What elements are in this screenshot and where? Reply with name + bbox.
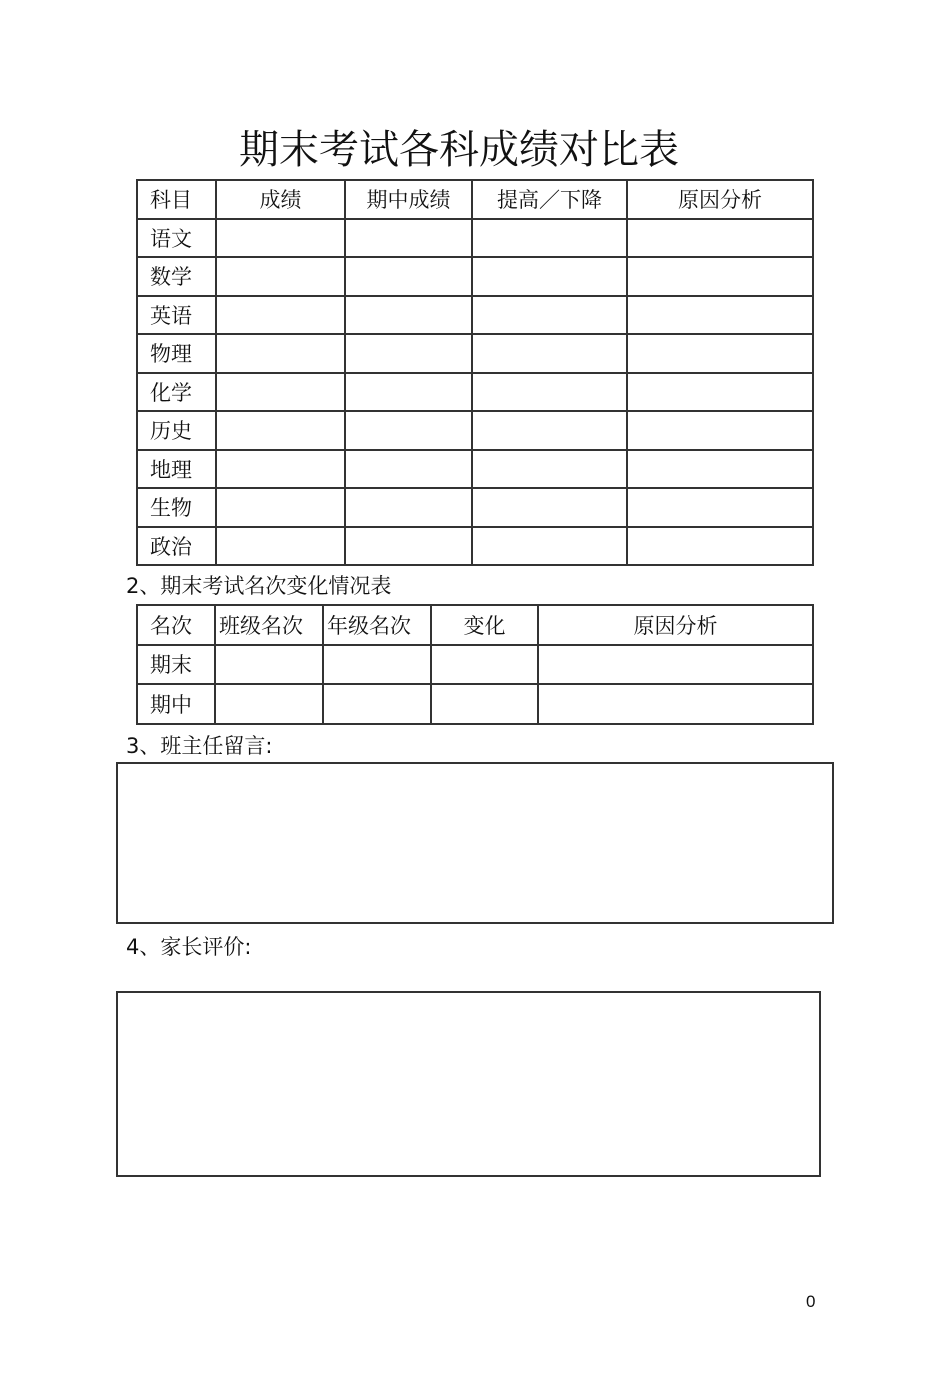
class-rank-cell[interactable] xyxy=(215,645,323,685)
subject-cell: 化学 xyxy=(137,373,216,412)
midterm-cell[interactable] xyxy=(345,257,472,296)
score-cell[interactable] xyxy=(216,296,345,335)
subject-cell: 生物 xyxy=(137,488,216,527)
teacher-comment-box[interactable] xyxy=(116,762,834,924)
reason-cell[interactable] xyxy=(627,411,813,450)
subject-cell: 数学 xyxy=(137,257,216,296)
change-cell[interactable] xyxy=(472,373,627,412)
section-4-heading: 4、家长评价: xyxy=(126,935,252,959)
score-cell[interactable] xyxy=(216,450,345,489)
table-header-row xyxy=(137,180,813,219)
scores-comparison-table xyxy=(136,179,814,566)
subject-cell: 物理 xyxy=(137,334,216,373)
table-header-row xyxy=(137,605,813,645)
header-rank: 名次 xyxy=(137,605,215,645)
midterm-cell[interactable] xyxy=(345,373,472,412)
score-cell[interactable] xyxy=(216,257,345,296)
grade-rank-cell[interactable] xyxy=(323,684,431,724)
midterm-cell[interactable] xyxy=(345,450,472,489)
change-cell[interactable] xyxy=(472,296,627,335)
reason-cell[interactable] xyxy=(627,334,813,373)
section-3-heading: 3、班主任留言: xyxy=(126,734,273,758)
parent-evaluation-box[interactable] xyxy=(116,991,821,1177)
reason-cell[interactable] xyxy=(538,645,813,685)
table-row xyxy=(137,296,813,335)
reason-cell[interactable] xyxy=(627,257,813,296)
score-cell[interactable] xyxy=(216,334,345,373)
score-cell[interactable] xyxy=(216,527,345,566)
midterm-cell[interactable] xyxy=(345,411,472,450)
header-subject: 科目 xyxy=(137,180,216,219)
table-row xyxy=(137,373,813,412)
change-cell[interactable] xyxy=(472,334,627,373)
reason-cell[interactable] xyxy=(627,527,813,566)
change-cell[interactable] xyxy=(472,488,627,527)
page-number: 0 xyxy=(806,1292,816,1311)
reason-cell[interactable] xyxy=(538,684,813,724)
subject-cell: 政治 xyxy=(137,527,216,566)
score-cell[interactable] xyxy=(216,411,345,450)
change-cell[interactable] xyxy=(472,450,627,489)
header-midterm-score: 期中成绩 xyxy=(345,180,472,219)
subject-cell: 历史 xyxy=(137,411,216,450)
change-cell[interactable] xyxy=(472,257,627,296)
header-change: 变化 xyxy=(431,605,538,645)
subject-cell: 地理 xyxy=(137,450,216,489)
table-row xyxy=(137,527,813,566)
reason-cell[interactable] xyxy=(627,296,813,335)
table-row xyxy=(137,334,813,373)
header-reason: 原因分析 xyxy=(627,180,813,219)
midterm-cell[interactable] xyxy=(345,334,472,373)
reason-cell[interactable] xyxy=(627,219,813,258)
change-cell[interactable] xyxy=(472,411,627,450)
change-cell[interactable] xyxy=(472,527,627,566)
table-row xyxy=(137,450,813,489)
subject-cell: 英语 xyxy=(137,296,216,335)
table-row xyxy=(137,645,813,685)
midterm-cell[interactable] xyxy=(345,219,472,258)
grade-rank-cell[interactable] xyxy=(323,645,431,685)
header-class-rank: 班级名次 xyxy=(215,605,323,645)
change-cell[interactable] xyxy=(431,684,538,724)
change-cell[interactable] xyxy=(431,645,538,685)
class-rank-cell[interactable] xyxy=(215,684,323,724)
reason-cell[interactable] xyxy=(627,373,813,412)
subject-cell: 语文 xyxy=(137,219,216,258)
term-cell: 期末 xyxy=(137,645,215,685)
table-row xyxy=(137,488,813,527)
header-reason: 原因分析 xyxy=(538,605,813,645)
score-cell[interactable] xyxy=(216,373,345,412)
midterm-cell[interactable] xyxy=(345,527,472,566)
reason-cell[interactable] xyxy=(627,488,813,527)
page-title: 期末考试各科成绩对比表 xyxy=(239,127,679,173)
score-cell[interactable] xyxy=(216,488,345,527)
rank-change-table xyxy=(136,604,814,725)
table-row xyxy=(137,411,813,450)
header-change: 提高／下降 xyxy=(472,180,627,219)
table-row xyxy=(137,684,813,724)
table-row xyxy=(137,219,813,258)
section-2-heading: 2、期末考试名次变化情况表 xyxy=(126,574,392,598)
midterm-cell[interactable] xyxy=(345,488,472,527)
header-grade-rank: 年级名次 xyxy=(323,605,431,645)
header-score: 成绩 xyxy=(216,180,345,219)
midterm-cell[interactable] xyxy=(345,296,472,335)
score-cell[interactable] xyxy=(216,219,345,258)
reason-cell[interactable] xyxy=(627,450,813,489)
term-cell: 期中 xyxy=(137,684,215,724)
table-row xyxy=(137,257,813,296)
change-cell[interactable] xyxy=(472,219,627,258)
